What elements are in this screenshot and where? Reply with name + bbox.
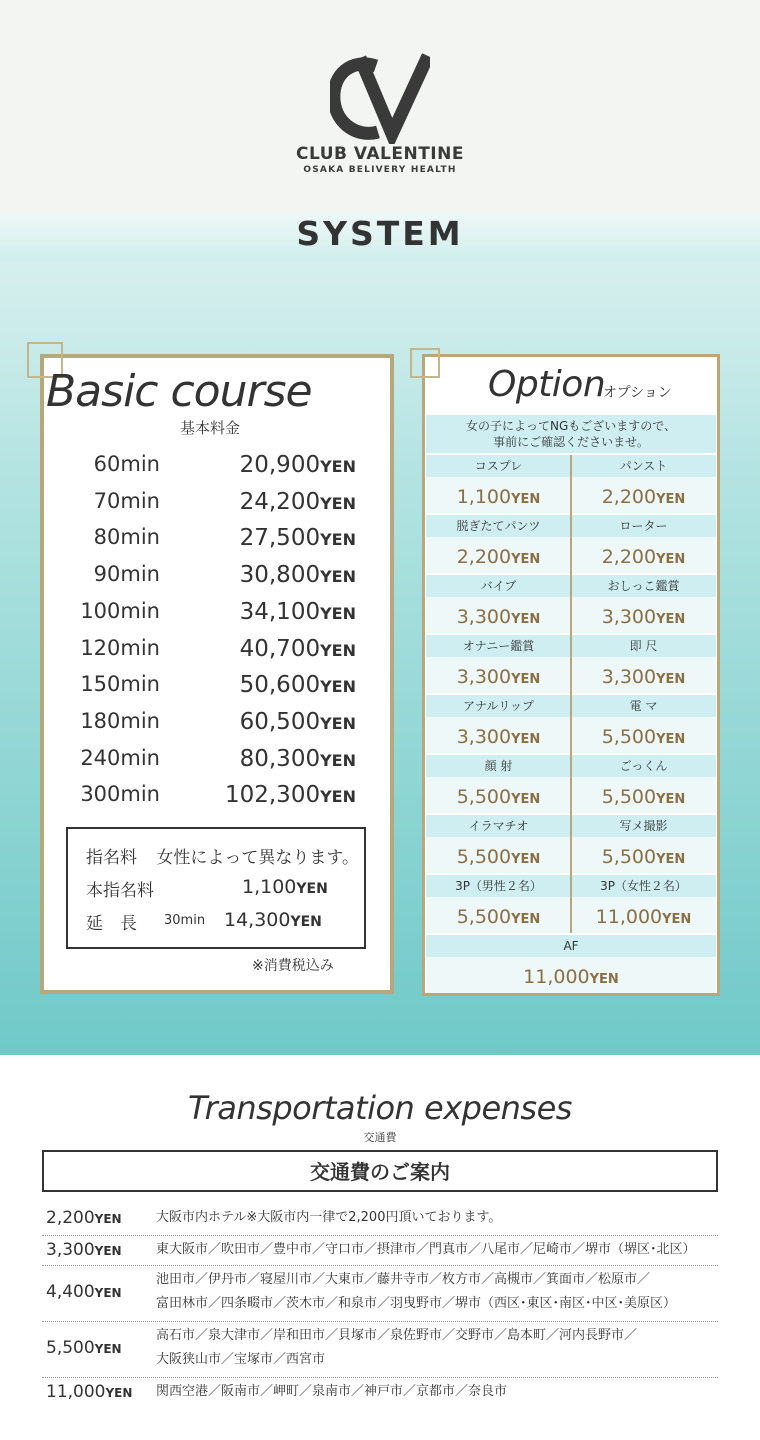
extension-price: 14,300YEN	[224, 909, 322, 931]
main-nomination-label: 本指名料	[86, 881, 154, 901]
option-price: 3,300YEN	[571, 597, 716, 633]
nomination-row	[86, 843, 359, 868]
basic-course-title: Basic course	[46, 366, 312, 417]
transport-fee: 5,500YEN	[46, 1338, 122, 1358]
course-price: 24,200YEN	[239, 488, 356, 515]
course-duration: 240min	[80, 745, 160, 770]
basic-course-subtitle: 基本料金	[180, 419, 241, 437]
transport-destinations: 池田市／伊丹市／寝屋川市／大東市／藤井寺市／枚方市／高槻市／箕面市／松原市／	[156, 1272, 651, 1287]
transport-divider	[42, 1321, 718, 1322]
option-price: 5,500YEN	[571, 777, 716, 813]
brand-subtitle: OSAKA BELIVERY HEALTH	[303, 165, 457, 175]
extension-row	[86, 909, 322, 934]
option-divider	[570, 455, 572, 933]
option-label: 即 尺	[571, 635, 716, 657]
option-price: 2,200YEN	[571, 477, 716, 513]
course-price: 60,500YEN	[239, 708, 356, 735]
option-item	[571, 755, 716, 813]
option-item	[571, 635, 716, 693]
transport-subtitle: 交通費	[363, 1131, 397, 1144]
course-duration: 90min	[93, 562, 160, 587]
course-duration: 180min	[80, 708, 160, 733]
system-title: SYSTEM	[296, 214, 464, 253]
option-price: 3,300YEN	[426, 717, 571, 753]
option-item	[571, 875, 716, 933]
course-price: 50,600YEN	[239, 672, 356, 699]
course-price: 40,700YEN	[239, 635, 356, 662]
nomination-value: 女性によって異なります。	[156, 848, 360, 868]
option-title-jp: オプション	[603, 385, 672, 401]
option-label: イラマチオ	[426, 815, 571, 837]
option-item	[571, 575, 716, 633]
extension-unit: 30min	[164, 913, 206, 928]
transport-destinations: 大阪狭山市／宝塚市／西宮市	[156, 1352, 326, 1367]
transport-row	[42, 1268, 718, 1318]
option-price: 5,500YEN	[426, 777, 571, 813]
option-item	[426, 695, 571, 753]
course-price: 102,300YEN	[224, 782, 356, 809]
transport-destinations: 大阪市内ホテル※大阪市内一律で2,200円頂いております。	[156, 1210, 502, 1225]
option-price: 5,500YEN	[426, 837, 571, 873]
option-label: アナルリップ	[426, 695, 571, 717]
option-label: 写メ撮影	[571, 815, 716, 837]
option-label: 電 マ	[571, 695, 716, 717]
transport-row	[42, 1206, 718, 1232]
course-duration: 300min	[80, 782, 160, 807]
option-label: 顔 射	[426, 755, 571, 777]
option-item	[426, 755, 571, 813]
transport-destinations: 高石市／泉大津市／岸和田市／貝塚市／泉佐野市／交野市／島本町／河内長野市／	[156, 1328, 638, 1343]
option-label: コスプレ	[426, 455, 571, 477]
club-valentine-logo	[330, 52, 430, 144]
option-label: 3P（男性２名）	[426, 875, 571, 897]
transport-divider	[42, 1377, 718, 1378]
course-row	[56, 599, 356, 635]
option-price: 11,000YEN	[426, 957, 716, 993]
option-label: ごっくん	[571, 755, 716, 777]
option-note	[426, 415, 716, 453]
extension-label: 延 長	[86, 914, 137, 934]
brand-name: CLUB VALENTINE	[296, 144, 464, 164]
option-price: 11,000YEN	[571, 897, 716, 933]
option-price: 3,300YEN	[571, 657, 716, 693]
course-price: 20,900YEN	[239, 452, 356, 478]
option-item	[571, 515, 716, 573]
transport-row	[42, 1324, 718, 1374]
transport-fee: 4,400YEN	[46, 1282, 122, 1302]
option-item	[426, 875, 571, 933]
course-price: 80,300YEN	[239, 745, 356, 772]
option-label: バイブ	[426, 575, 571, 597]
course-price: 27,500YEN	[239, 525, 356, 552]
transport-row	[42, 1238, 718, 1264]
main-nomination-row	[86, 876, 328, 901]
course-duration: 70min	[93, 488, 160, 513]
option-item-af	[426, 935, 716, 993]
option-label: おしっこ鑑賞	[571, 575, 716, 597]
option-price: 2,200YEN	[571, 537, 716, 573]
option-label: パンスト	[571, 455, 716, 477]
course-row	[56, 782, 356, 818]
course-duration: 100min	[80, 598, 160, 623]
option-price: 3,300YEN	[426, 597, 571, 633]
course-row	[56, 489, 356, 525]
option-price: 1,100YEN	[426, 477, 571, 513]
option-price: 5,500YEN	[571, 837, 716, 873]
course-row	[56, 709, 356, 745]
option-label: AF	[426, 935, 716, 957]
option-price: 5,500YEN	[571, 717, 716, 753]
option-item	[426, 575, 571, 633]
nomination-box	[66, 827, 366, 949]
course-row	[56, 636, 356, 672]
course-row	[56, 452, 356, 488]
option-label: オナニー鑑賞	[426, 635, 571, 657]
transport-destinations: 関西空港／阪南市／岬町／泉南市／神戸市／京都市／奈良市	[156, 1384, 508, 1399]
course-duration: 150min	[80, 672, 160, 697]
option-item	[571, 695, 716, 753]
transport-fee: 3,300YEN	[46, 1240, 122, 1260]
option-title: Option	[488, 364, 606, 405]
course-row	[56, 525, 356, 561]
option-label: ローター	[571, 515, 716, 537]
option-price: 3,300YEN	[426, 657, 571, 693]
tax-note: ※消費税込み	[252, 958, 334, 974]
option-item	[571, 815, 716, 873]
transport-destinations: 富田林市／四条畷市／茨木市／和泉市／羽曳野市／堺市（西区･東区･南区･中区･美原区）	[156, 1296, 677, 1311]
transport-fee: 2,200YEN	[46, 1208, 122, 1228]
course-row	[56, 562, 356, 598]
transport-destinations: 東大阪市／吹田市／豊中市／守口市／摂津市／門真市／八尾市／尼崎市／堺市（堺区･北区）	[156, 1242, 696, 1257]
transport-guide-heading: 交通費のご案内	[42, 1150, 718, 1192]
course-price: 30,800YEN	[239, 562, 356, 589]
option-item	[426, 635, 571, 693]
option-item	[426, 455, 571, 513]
course-duration: 120min	[80, 635, 160, 660]
transport-fee: 11,000YEN	[46, 1382, 133, 1402]
course-duration: 80min	[93, 525, 160, 550]
course-price: 34,100YEN	[239, 598, 356, 625]
option-label: 3P（女性２名）	[571, 875, 716, 897]
option-price: 5,500YEN	[426, 897, 571, 933]
option-item	[571, 455, 716, 513]
course-duration: 60min	[93, 452, 160, 476]
course-row	[56, 746, 356, 782]
main-nomination-price: 1,100YEN	[242, 876, 328, 898]
transport-divider	[42, 1265, 718, 1266]
course-row	[56, 672, 356, 708]
option-item	[426, 815, 571, 873]
option-note-line-2: 事前にご確認くださいませ。	[493, 435, 649, 449]
option-label: 脱ぎたてパンツ	[426, 515, 571, 537]
nomination-label: 指名料	[86, 848, 137, 868]
transport-title: Transportation expenses	[188, 1089, 572, 1127]
option-price: 2,200YEN	[426, 537, 571, 573]
option-note-line-1: 女の子によってNGもございますので、	[465, 419, 677, 433]
transport-row	[42, 1380, 718, 1406]
transport-divider	[42, 1235, 718, 1236]
corner-frame-icon	[410, 348, 440, 378]
option-item	[426, 515, 571, 573]
